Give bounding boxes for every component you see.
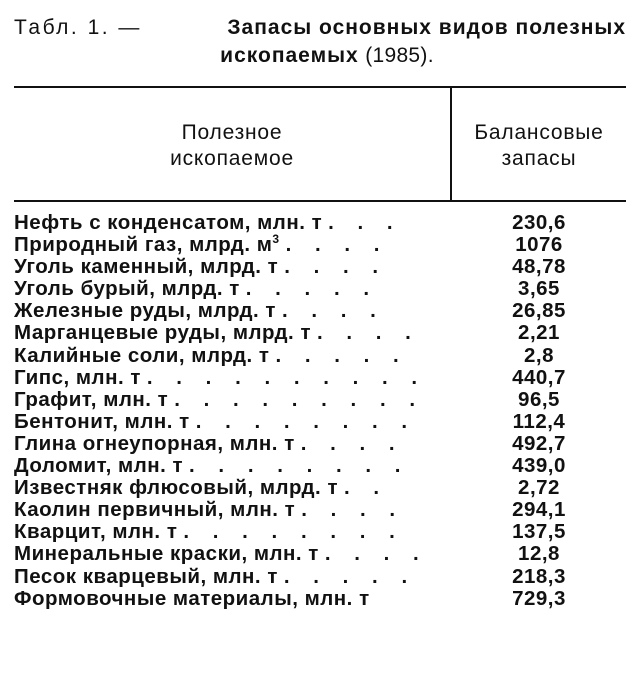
table-caption bbox=[14, 14, 626, 70]
caption-year: (1985). bbox=[365, 44, 434, 67]
leader-dots: . . . . bbox=[300, 432, 404, 455]
leader-dots: . . . . bbox=[281, 300, 385, 323]
mineral-name-cell bbox=[14, 433, 452, 455]
caption-line-2 bbox=[14, 42, 626, 70]
table-row bbox=[14, 278, 626, 300]
reserve-value: 96,5 bbox=[518, 387, 560, 411]
table-row bbox=[14, 212, 626, 234]
leader-dots: . . . . . bbox=[283, 565, 417, 588]
caption-title-part-2: ископаемых bbox=[220, 44, 359, 67]
mineral-name-cell bbox=[14, 256, 452, 278]
reserve-value: 112,4 bbox=[512, 409, 566, 433]
table-row bbox=[14, 521, 626, 543]
mineral-name: Марганцевые руды, млрд. т bbox=[14, 322, 311, 345]
unit-superscript: 3 bbox=[272, 234, 280, 247]
leader-dots: . . . . . bbox=[275, 344, 408, 367]
table-row bbox=[14, 588, 626, 610]
mineral-name-cell bbox=[14, 477, 452, 499]
mineral-name-cell bbox=[14, 566, 452, 588]
table-row bbox=[14, 256, 626, 278]
leader-dots: . . bbox=[343, 477, 389, 500]
mineral-name: Каолин первичный, млн. т bbox=[14, 499, 296, 522]
table-row bbox=[14, 234, 626, 256]
mineral-name-cell bbox=[14, 543, 452, 565]
table-row bbox=[14, 389, 626, 411]
reserve-value: 440,7 bbox=[512, 365, 566, 389]
mineral-name-cell bbox=[14, 389, 452, 411]
mineral-name: Доломит, млн. т bbox=[14, 455, 184, 478]
table-row bbox=[14, 411, 626, 433]
mineral-name: Графит, млн. т bbox=[14, 388, 169, 411]
mineral-name-cell bbox=[14, 499, 452, 521]
mineral-name: Глина огнеупорная, млн. т bbox=[14, 432, 295, 455]
mineral-name: Железные руды, млрд. т bbox=[14, 300, 276, 323]
table-row bbox=[14, 300, 626, 322]
reserve-value: 2,8 bbox=[524, 343, 554, 367]
mineral-name: Известняк флюсовый, млрд. т bbox=[14, 477, 338, 500]
leader-dots: . . . . bbox=[285, 234, 389, 257]
mineral-name: Кварцит, млн. т bbox=[14, 521, 178, 544]
reserve-value: 439,0 bbox=[512, 454, 566, 478]
mineral-name-cell bbox=[14, 322, 452, 344]
table-row bbox=[14, 345, 626, 367]
mineral-name-cell bbox=[14, 300, 452, 322]
reserve-value: 492,7 bbox=[512, 431, 566, 455]
mineral-name-cell bbox=[14, 455, 452, 477]
table-top-rule bbox=[14, 86, 626, 88]
reserve-value: 294,1 bbox=[512, 498, 566, 522]
mineral-name: Минеральные краски, млн. т bbox=[14, 543, 319, 566]
table-row bbox=[14, 543, 626, 565]
reserve-value: 12,8 bbox=[518, 542, 560, 566]
reserve-value: 729,3 bbox=[512, 586, 566, 610]
leader-dots: . . . . . . . . bbox=[195, 410, 417, 433]
leader-dots: . . . . . . . . bbox=[183, 521, 404, 544]
reserve-value: 2,21 bbox=[518, 321, 560, 345]
column-header-reserves-line-2: запасы bbox=[501, 147, 577, 170]
mineral-name: Бентонит, млн. т bbox=[14, 410, 190, 433]
table-row bbox=[14, 499, 626, 521]
caption-title-part-1: Запасы основных видов полезных bbox=[227, 16, 626, 39]
table-row bbox=[14, 367, 626, 389]
mineral-name-cell bbox=[14, 234, 452, 256]
table-row bbox=[14, 455, 626, 477]
mineral-name: Уголь бурый, млрд. т bbox=[14, 278, 240, 301]
column-header-reserves-line-1: Балансовые bbox=[474, 121, 604, 144]
mineral-name-cell bbox=[14, 521, 452, 543]
mineral-name: Формовочные материалы, млн. т bbox=[14, 587, 370, 610]
leader-dots: . . . . bbox=[324, 543, 428, 566]
mineral-name: Природный газ, млрд. м bbox=[14, 234, 273, 257]
mineral-name: Нефть с конденсатом, млн. т bbox=[14, 212, 323, 234]
mineral-name-cell bbox=[14, 411, 452, 433]
mineral-name: Уголь каменный, млрд. т bbox=[14, 256, 279, 279]
leader-dots: . . . . . bbox=[245, 278, 379, 301]
mineral-name-cell bbox=[14, 588, 452, 610]
leader-dots: . . . . . . . . . bbox=[174, 388, 425, 411]
mineral-name: Калийные соли, млрд. т bbox=[14, 344, 270, 367]
table-row bbox=[14, 477, 626, 499]
caption-line-1 bbox=[14, 14, 626, 42]
mineral-name-cell bbox=[14, 345, 452, 367]
column-header-mineral bbox=[14, 120, 450, 172]
mineral-name: Гипс, млн. т bbox=[14, 366, 141, 389]
table-row bbox=[14, 433, 626, 455]
column-header-mineral-line-2: ископаемое bbox=[170, 147, 294, 170]
leader-dots: . . . . bbox=[284, 256, 388, 279]
leader-dots: . . . . . . . . bbox=[189, 455, 410, 478]
caption-prefix: Табл. 1. — bbox=[14, 16, 142, 39]
reserve-value: 1076 bbox=[515, 233, 563, 257]
table-row bbox=[14, 566, 626, 588]
reserve-value: 3,65 bbox=[518, 277, 560, 301]
mineral-name: Песок кварцевый, млн. т bbox=[14, 565, 278, 588]
table-body bbox=[14, 212, 626, 610]
table-row bbox=[14, 322, 626, 344]
reserve-value: 2,72 bbox=[518, 476, 560, 500]
column-header-mineral-line-1: Полезное bbox=[181, 121, 283, 144]
leader-dots: . . . bbox=[328, 212, 402, 234]
column-header-reserves bbox=[452, 120, 626, 172]
reserve-value: 48,78 bbox=[512, 255, 566, 279]
reserve-value: 230,6 bbox=[512, 211, 566, 234]
reserve-value: 137,5 bbox=[512, 520, 566, 544]
mineral-name-cell bbox=[14, 212, 452, 234]
mineral-name-cell bbox=[14, 367, 452, 389]
leader-dots: . . . . bbox=[316, 322, 420, 345]
header-bottom-rule bbox=[14, 200, 626, 202]
leader-dots: . . . . . . . . . . bbox=[146, 366, 427, 389]
leader-dots: . . . . bbox=[301, 499, 405, 522]
mineral-name-cell bbox=[14, 278, 452, 300]
reserve-value: 218,3 bbox=[512, 564, 566, 588]
reserve-value: 26,85 bbox=[512, 299, 566, 323]
